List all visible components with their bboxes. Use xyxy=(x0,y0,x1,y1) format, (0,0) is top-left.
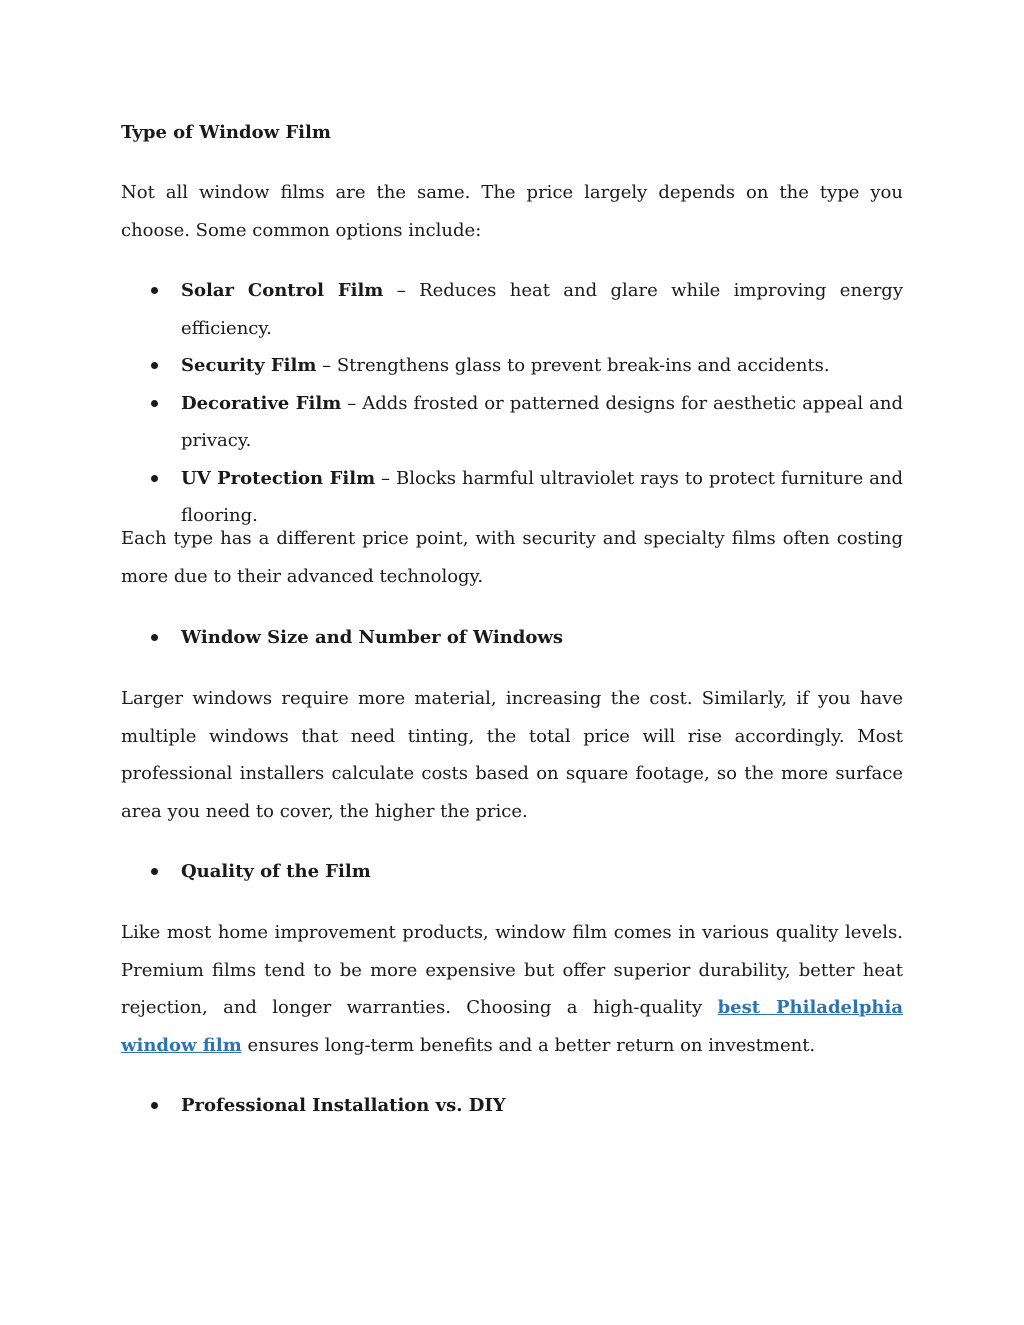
list-item xyxy=(121,347,903,385)
separator: – xyxy=(341,392,363,414)
list-item xyxy=(121,619,903,657)
film-types-list xyxy=(121,272,903,535)
list-item xyxy=(121,272,903,347)
window-size-heading-list xyxy=(121,619,903,657)
film-type-term: Security Film xyxy=(181,355,317,376)
separator: – xyxy=(316,355,337,376)
bullet-icon xyxy=(151,868,158,875)
intro-paragraph: Not all window films are the same. The price largely depends on the type you choose. Some common options include: xyxy=(121,182,903,241)
film-type-description: Reduces heat and glare while improving energy efficiency. xyxy=(181,280,904,339)
list-item xyxy=(121,853,903,891)
film-type-term: Solar Control Film xyxy=(181,280,384,301)
quality-heading: Quality of the Film xyxy=(181,861,371,882)
list-item xyxy=(121,385,903,460)
separator: – xyxy=(383,280,420,301)
bullet-icon xyxy=(151,634,158,641)
types-summary-paragraph: Each type has a different price point, with security and specialty films often costing more due to their advanced technology. xyxy=(121,528,903,587)
quality-heading-list xyxy=(121,853,903,891)
bullet-icon xyxy=(151,400,158,407)
quality-body-end: ensures long-term benefits and a better return on investment. xyxy=(241,1034,816,1056)
bullet-icon xyxy=(151,475,158,482)
section-heading: Type of Window Film xyxy=(121,122,331,143)
list-item xyxy=(121,1087,903,1125)
bullet-icon xyxy=(151,287,158,294)
quality-body-start: Like most home improvement products, window film comes in various quality levels. Premium films tend to be more expensive but offer superior durability, better heat rejection, and longer warranties. Choosing a high-quality xyxy=(121,922,903,1018)
window-size-heading: Window Size and Number of Windows xyxy=(181,627,563,648)
film-type-description: Blocks harmful ultraviolet rays to protect furniture and flooring. xyxy=(181,467,904,526)
bullet-icon xyxy=(151,362,158,369)
separator: – xyxy=(375,467,396,489)
film-type-term: UV Protection Film xyxy=(181,467,376,489)
installation-heading: Professional Installation vs. DIY xyxy=(181,1095,506,1116)
film-type-description: Strengthens glass to prevent break-ins and accidents. xyxy=(336,355,830,376)
film-type-term: Decorative Film xyxy=(181,392,342,414)
window-size-paragraph: Larger windows require more material, increasing the cost. Similarly, if you have multiple windows that need tinting, the total price will rise accordingly. Most professional installers calculate costs based on square footage, so the more surface area you need to cover, the higher the price. xyxy=(121,688,903,822)
installation-heading-list xyxy=(121,1087,903,1125)
film-type-description: Adds frosted or patterned designs for aesthetic appeal and privacy. xyxy=(181,392,903,451)
quality-paragraph xyxy=(121,914,903,1064)
bullet-icon xyxy=(151,1102,158,1109)
philadelphia-window-film-link[interactable]: best Philadelphia window film xyxy=(121,997,904,1056)
